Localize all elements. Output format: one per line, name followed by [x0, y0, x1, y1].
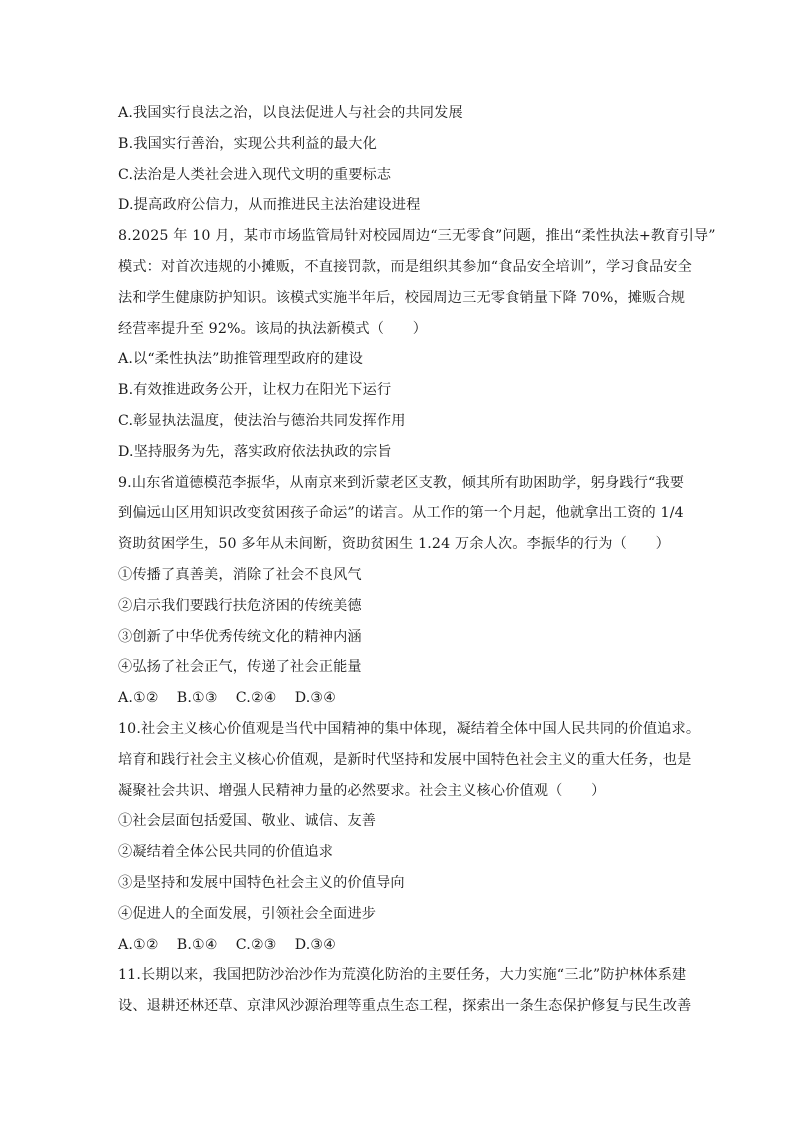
q8-option-d: D.坚持服务为先，落实政府依法执政的宗旨: [118, 443, 392, 460]
q9-choice-b: B.①③: [176, 690, 218, 707]
q9-statement-2: ②启示我们要践行扶危济困的传统美德: [118, 597, 362, 614]
q8-stem-line-1: 8.2025 年 10 月，某市市场监管局针对校园周边“三无零食”问题，推出“柔性执法+教育引导”: [118, 228, 716, 245]
q8-stem-line-3: 法和学生健康防护知识。该模式实施半年后，校园周边三无零食销量下降 70%，摊贩合规: [118, 289, 686, 306]
q7-option-c: C.法治是人类社会进入现代文明的重要标志: [118, 166, 392, 183]
q10-choice-c: C.②③: [235, 936, 277, 953]
q10-stem-line-2: 培育和践行社会主义核心价值观，是新时代坚持和发展中国特色社会主义的重大任务，也是: [118, 751, 692, 768]
q7-option-d: D.提高政府公信力，从而推进民主法治建设进程: [118, 197, 421, 214]
question-9: [118, 468, 684, 714]
q11-stem-line-1: 11.长期以来，我国把防沙治沙作为荒漠化防治的主要任务，大力实施“三北”防护林体系建: [118, 967, 687, 984]
q7-options: [118, 98, 684, 221]
q10-statement-2: ②凝结着全体公民共同的价值追求: [118, 844, 334, 861]
q8-stem-line-2: 模式：对首次违规的小摊贩，不直接罚款，而是组织其参加“食品安全培训”，学习食品安全: [118, 258, 692, 275]
q9-stem-line-1: 9.山东省道德模范李振华，从南京来到沂蒙老区支教，倾其所有助困助学，躬身践行“我要: [118, 474, 685, 491]
q7-option-a: A.我国实行良法之治，以良法促进人与社会的共同发展: [118, 105, 463, 121]
q9-choice-c: C.②④: [235, 690, 277, 707]
q10-statement-1: ①社会层面包括爱国、敬业、诚信、友善: [118, 813, 377, 830]
q11-stem-line-2: 设、退耕还林还草、京津风沙源治理等重点生态工程，探索出一条生态保护修复与民生改善: [118, 998, 692, 1015]
q8-option-a: A.以“柔性执法”助推管理型政府的建设: [118, 351, 363, 368]
question-10: [118, 714, 701, 960]
q9-statement-4: ④弘扬了社会正气，传递了社会正能量: [118, 659, 362, 676]
q9-stem-line-3: 资助贫困学生，50 多年从未间断，资助贫困生 1.24 万余人次。李振华的行为（ ）: [118, 536, 670, 553]
q10-choice-d: D.③④: [294, 936, 337, 953]
q9-statement-1: ①传播了真善美，消除了社会不良风气: [118, 566, 362, 583]
q10-stem-line-1: 10.社会主义核心价值观是当代中国精神的集中体现，凝结着全体中国人民共同的价值追求。: [118, 720, 701, 737]
q10-statement-3: ③是坚持和发展中国特色社会主义的价值导向: [118, 874, 405, 891]
q10-statement-4: ④促进人的全面发展，引领社会全面进步: [118, 905, 377, 922]
q9-choice-a: A.①②: [118, 690, 159, 707]
question-8: [118, 221, 716, 467]
q8-option-b: B.有效推进政务公开，让权力在阳光下运行: [118, 382, 392, 399]
q8-option-c: C.彰显执法温度，使法治与德治共同发挥作用: [118, 412, 406, 429]
q9-stem-line-2: 到偏远山区用知识改变贫困孩子命运”的诺言。从工作的第一个月起，他就拿出工资的 1/4: [118, 505, 684, 522]
q10-choice-a: A.①②: [118, 936, 159, 953]
q7-option-b: B.我国实行善治，实现公共利益的最大化: [118, 135, 377, 152]
q8-stem-line-4: 经营率提升至 92%。该局的执法新模式（ ）: [118, 320, 428, 337]
question-11: [118, 960, 692, 1022]
q9-choices: [118, 683, 684, 714]
q10-choices: [118, 930, 684, 961]
q9-statement-3: ③创新了中华优秀传统文化的精神内涵: [118, 628, 362, 645]
exam-page: [118, 98, 716, 1022]
q9-choice-d: D.③④: [294, 690, 337, 707]
q10-choice-b: B.①④: [176, 936, 218, 953]
q10-stem-line-3: 凝聚社会共识、增强人民精神力量的必然要求。社会主义核心价值观（ ）: [118, 782, 606, 799]
